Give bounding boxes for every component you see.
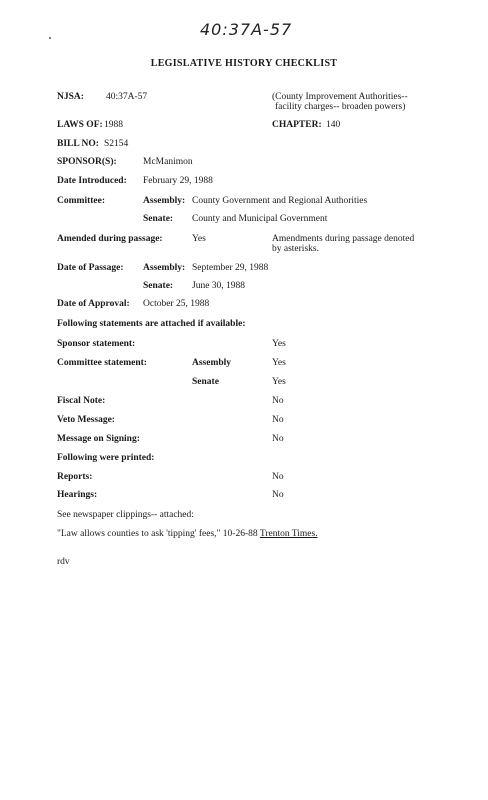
njsa-label: NJSA: (57, 92, 84, 102)
message-on-signing-value: No (272, 434, 284, 444)
amended-note-line-1: Amendments during passage denoted (272, 234, 415, 244)
committee-assembly-label: Assembly: (143, 196, 186, 206)
hearings-label: Hearings: (57, 490, 98, 500)
passage-assembly-value: September 29, 1988 (192, 263, 269, 273)
passage-assembly-label: Assembly: (143, 263, 186, 273)
date-introduced-label: Date Introduced: (57, 176, 127, 186)
document-title: LEGISLATIVE HISTORY CHECKLIST (150, 58, 338, 69)
bill-no-value: S2154 (104, 139, 129, 149)
sponsor-statement-label: Sponsor statement: (57, 339, 136, 349)
passage-senate-value: June 30, 1988 (192, 281, 246, 291)
printed-heading: Following were printed: (57, 453, 155, 463)
sponsors-label: SPONSOR(S): (57, 157, 117, 167)
date-of-approval-label: Date of Approval: (57, 299, 130, 309)
handwritten-statute-number: 40:37A-57 (200, 20, 293, 39)
fiscal-note-value: No (272, 396, 284, 406)
date-of-approval-value: October 25, 1988 (143, 299, 210, 309)
clippings-note: See newspaper clippings-- attached: (57, 510, 194, 520)
njsa-value: 40:37A-57 (106, 92, 148, 102)
reports-label: Reports: (57, 472, 93, 482)
committee-statement-label: Committee statement: (57, 358, 147, 368)
description-line-2: facility charges-- broaden powers) (275, 102, 406, 112)
amended-value: Yes (192, 234, 206, 244)
scan-speck (49, 37, 51, 39)
date-of-passage-label: Date of Passage: (57, 263, 124, 273)
amended-note-line-2: by asterisks. (272, 244, 319, 254)
committee-senate-value: County and Municipal Government (192, 214, 328, 224)
amended-label: Amended during passage: (57, 234, 163, 244)
laws-of-value: 1988 (104, 120, 123, 130)
committee-statement-assembly-value: Yes (272, 358, 286, 368)
statements-heading: Following statements are attached if available: (57, 319, 246, 329)
clipping-source: Trenton Times. (259, 529, 318, 539)
description-line-1: (County Improvement Authorities-- (272, 92, 408, 102)
date-introduced-value: February 29, 1988 (143, 176, 213, 186)
committee-statement-senate-value: Yes (272, 377, 286, 387)
committee-statement-assembly-label: Assembly (192, 358, 232, 368)
hearings-value: No (272, 490, 284, 500)
fiscal-note-label: Fiscal Note: (57, 396, 106, 406)
message-on-signing-label: Message on Signing: (57, 434, 140, 444)
bill-no-label: BILL NO: (57, 139, 99, 149)
chapter-value: 140 (326, 120, 341, 130)
committee-statement-senate-label: Senate (192, 377, 219, 387)
committee-senate-label: Senate: (143, 214, 174, 224)
passage-senate-label: Senate: (143, 281, 174, 291)
veto-message-value: No (272, 415, 284, 425)
veto-message-label: Veto Message: (57, 415, 115, 425)
sponsor-statement-value: Yes (272, 339, 286, 349)
laws-of-label: LAWS OF: (57, 120, 103, 130)
reports-value: No (272, 472, 284, 482)
preparer-initials: rdv (57, 557, 70, 567)
clipping-entry (57, 529, 318, 540)
chapter-label: CHAPTER: (272, 120, 322, 130)
committee-label: Committee: (57, 196, 106, 206)
committee-assembly-value: County Government and Regional Authorities (192, 196, 368, 206)
sponsors-value: McManimon (143, 157, 193, 167)
clipping-headline: "Law allows counties to ask 'tipping' fees," 10-26-88 (57, 529, 258, 539)
